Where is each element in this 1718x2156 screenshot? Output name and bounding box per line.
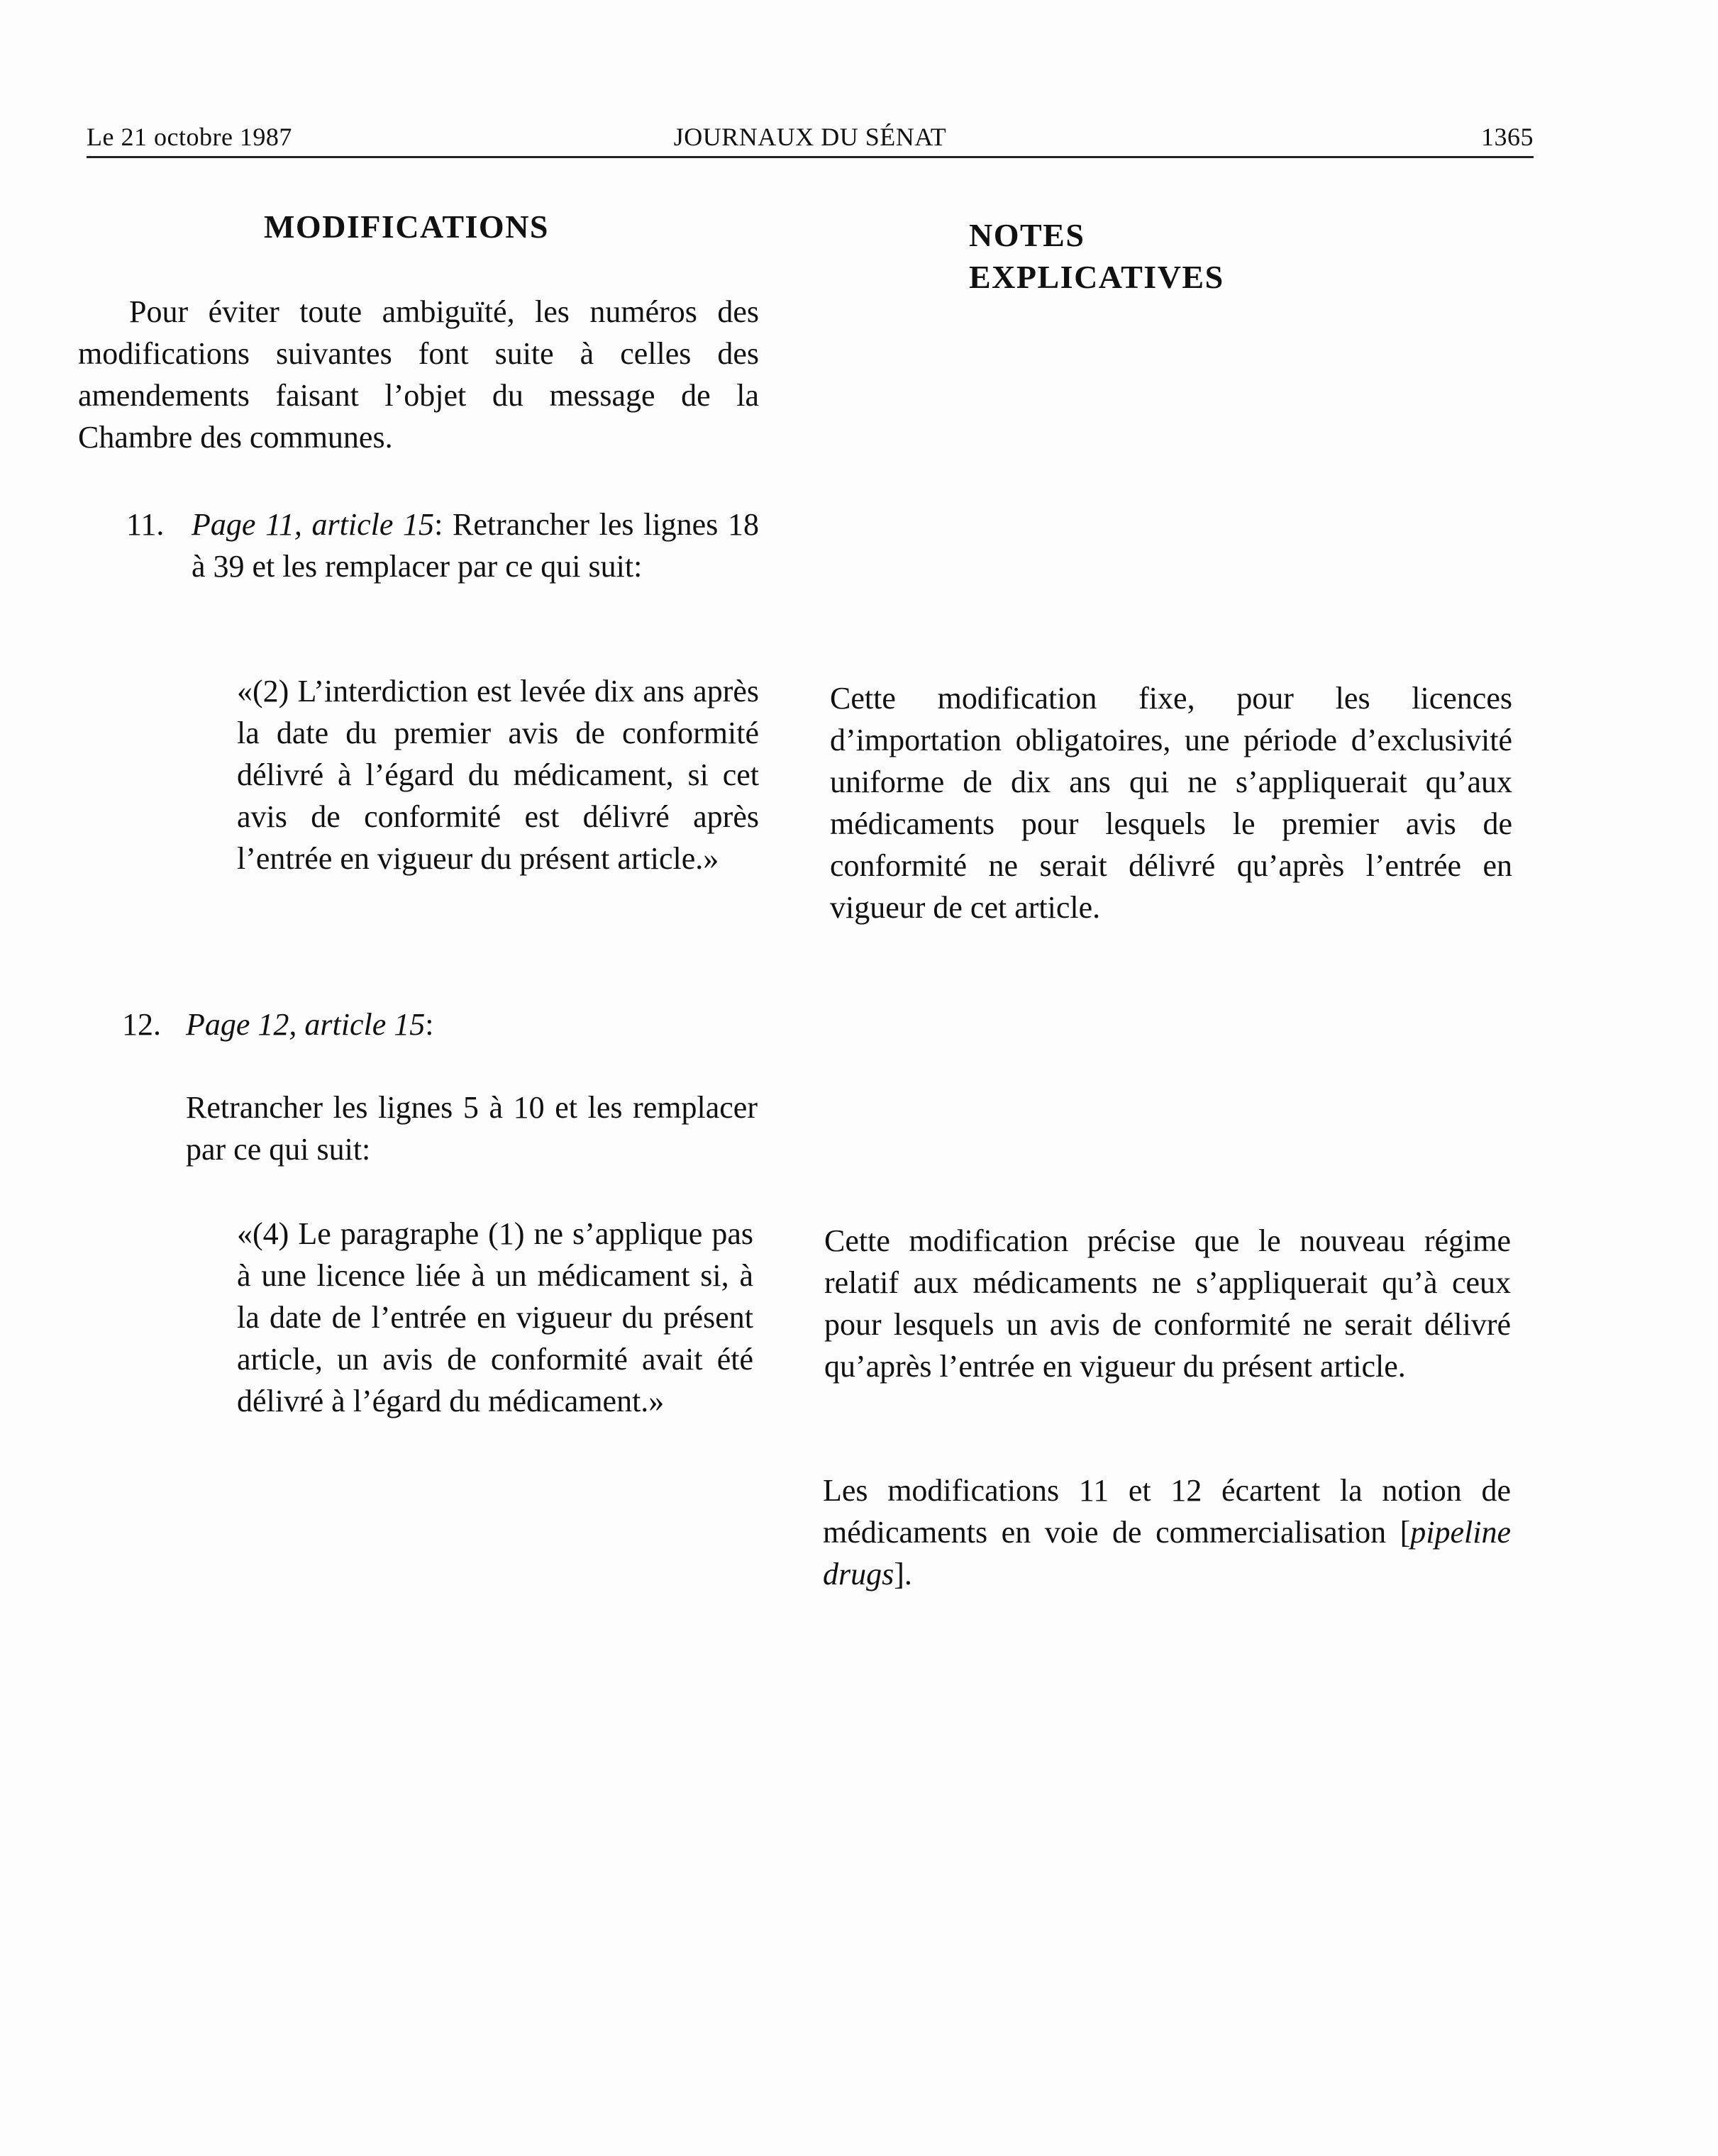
item-11-reference: Page 11, article 15 [192, 507, 435, 542]
note-general-prefix: Les modifications 11 et 12 écartent la notion de médicaments en voie de commercialisation [ [823, 1473, 1511, 1550]
note-12: Cette modification précise que le nouveau régime relatif aux médicaments ne s’appliquerait qu’à ceux pour lesquels un avis de conformité ne serait délivré qu’après l’entrée en vigueur du présent article. [824, 1223, 1511, 1384]
item-11-instruction [192, 504, 759, 587]
header-date: Le 21 octobre 1987 [87, 123, 292, 151]
notes-heading: NOTES EXPLICATIVES [969, 217, 1224, 295]
header-page-number: 1365 [1481, 123, 1534, 151]
item-12-reference-line [186, 1004, 753, 1045]
item-12-instruction: Retrancher les lignes 5 à 10 et les remplacer par ce qui suit: [186, 1090, 758, 1167]
item-11-instruction-text: : Retrancher les lignes 18 à 39 et les remplacer par ce qui suit: [192, 507, 760, 584]
note-11: Cette modification fixe, pour les licences d’importation obligatoires, une période d’exclusivité uniforme de dix ans qui ne s’appliquerait qu’aux médicaments pour lesquels le premier avis de conformité ne serait délivré qu’après l’entrée en vigueur de cet article. [830, 681, 1512, 925]
item-12-reference-suffix: : [425, 1007, 434, 1042]
note-general [823, 1469, 1511, 1595]
item-12-quoted-text: «(4) Le paragraphe (1) ne s’applique pas à une licence liée à un médicament si, à la date de l’entrée en vigueur du présent article, un avis de conformité avait été délivré à l’égard du médicament.» [237, 1216, 753, 1418]
item-12-reference: Page 12, article 15 [186, 1007, 426, 1042]
note-general-suffix: ]. [894, 1557, 912, 1591]
item-11-number: 11. [126, 507, 165, 542]
item-12-number: 12. [122, 1007, 161, 1042]
header-journal-title: JOURNAUX DU SÉNAT [673, 123, 947, 151]
page-header [87, 119, 1534, 158]
item-11-quoted-text: «(2) L’interdiction est levée dix ans après la date du premier avis de conformité délivré à l’égard du médicament, si cet avis de conformité est délivré après l’entrée en vigueur du présent article.» [237, 674, 759, 876]
note-general-italic: pipeline drugs [823, 1515, 1511, 1591]
intro-paragraph: Pour éviter toute ambiguïté, les numéros des modifications suivantes font suite à celles des amendements faisant l’objet du message de la Chambre des communes. [78, 294, 759, 455]
modifications-heading: MODIFICATIONS [264, 209, 550, 245]
